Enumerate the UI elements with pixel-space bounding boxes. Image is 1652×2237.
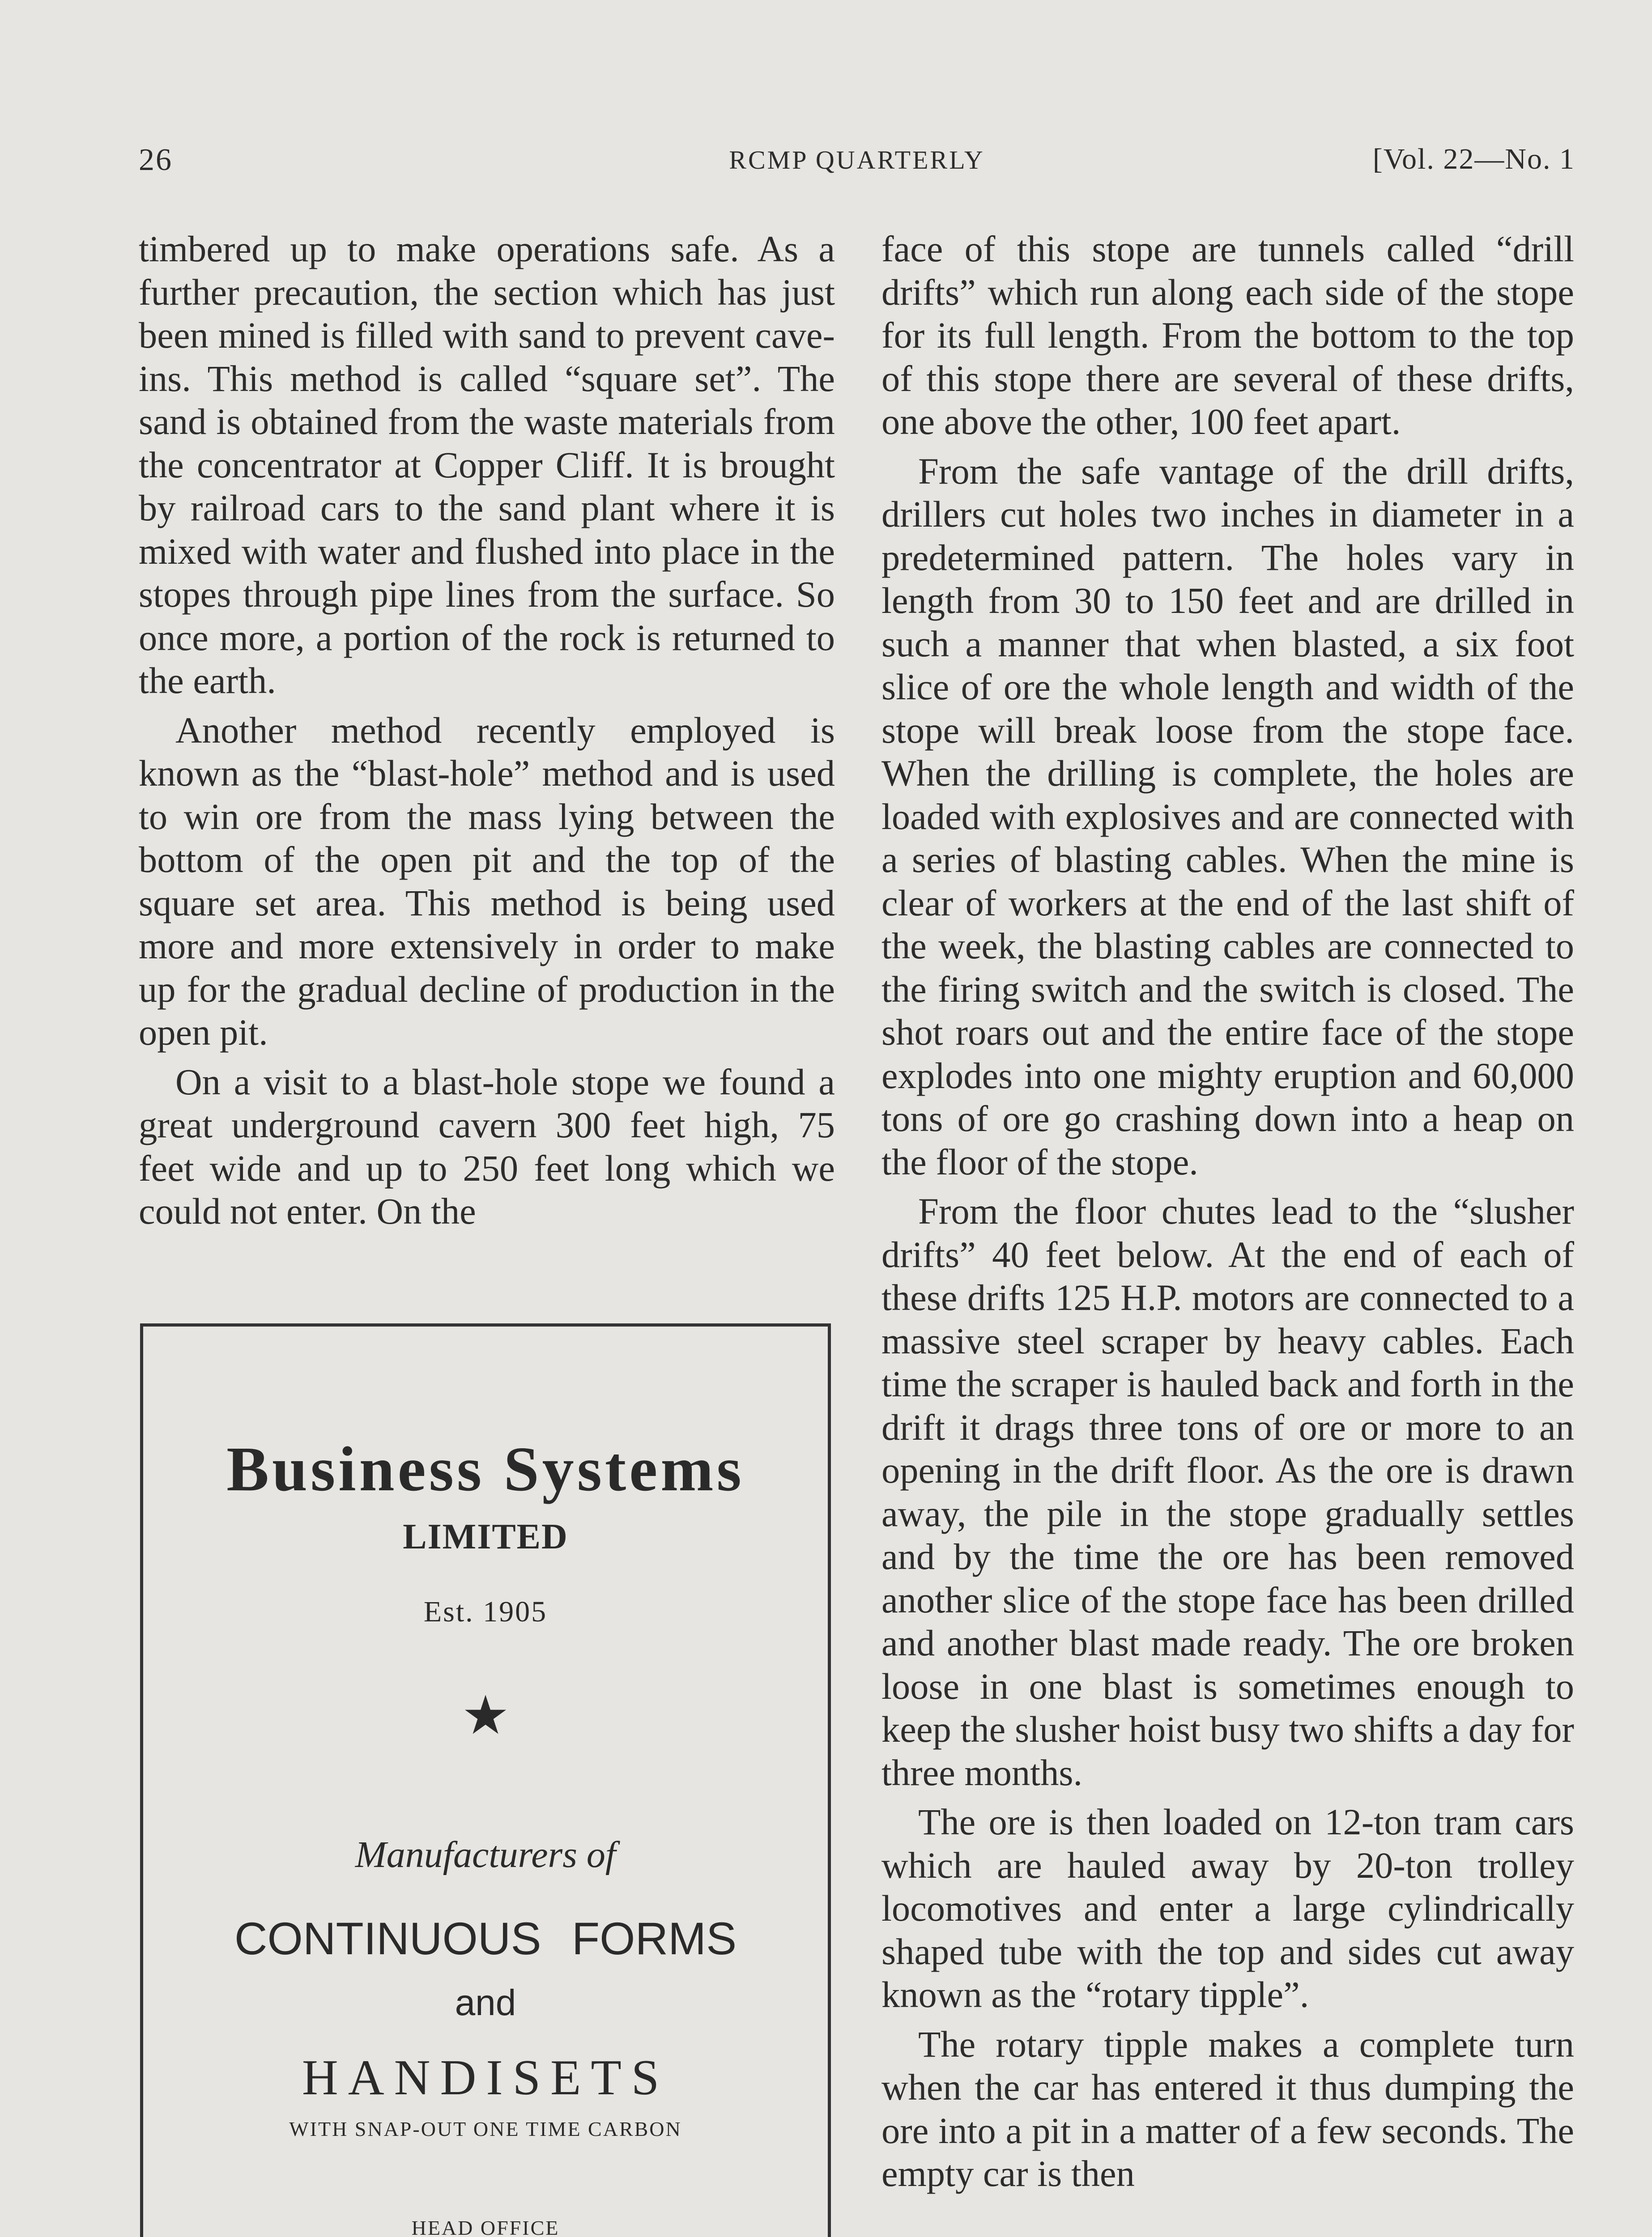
- volume-issue: [Vol. 22—No. 1: [1372, 143, 1575, 175]
- ad-and: and: [455, 1982, 516, 2023]
- paragraph: timbered up to make operations safe. As a further precaution, the section which has just been mined is filled with sand to prevent cave-ins. This method is called “square set”. The sand is obtained from the waste materials from the concentrator at Copper Cliff. It is brought by railroad cars to the sand plant where it is mixed with water and flushed into place in the stopes through pipe lines from the surface. So once more, a portion of the rock is returned to the earth.: [139, 228, 835, 701]
- running-header: [139, 142, 1575, 183]
- advertisement-box: [140, 1323, 831, 2237]
- paragraph: The ore is then loaded on 12-ton tram cars which are hauled away by 20-ton trolley locomotives and enter a large cylindrically shaped tube with the top and sides cut away known as the “rotary tipple”.: [881, 1801, 1574, 2015]
- right-column: [881, 227, 1574, 2202]
- ad-product-note: WITH SNAP-OUT ONE TIME CARBON: [289, 2118, 682, 2140]
- paragraph: From the safe vantage of the drill drifts, drillers cut holes two inches in diameter in a predetermined pattern. The holes vary in length from 30 to 150 feet and are drilled in such a manner that when blasted, a six foot slice of ore the whole length and width of the stope will break loose from the stope face. When the drilling is complete, the holes are loaded with explosives and are connected with a series of blasting cables. When the mine is clear of workers at the end of the last shift of the week, the blasting cables are connected to the firing switch and the switch is closed. The shot roars out and the entire face of the stope explodes into one mighty eruption and 60,000 tons of ore go crashing down into a heap on the floor of the stope.: [881, 450, 1574, 1182]
- paragraph: On a visit to a blast-hole stope we found a great underground cavern 300 feet high, 75 feet wide and up to 250 feet long which we could not enter. On the: [139, 1061, 835, 1232]
- paragraph: From the floor chutes lead to the “slusher drifts” 40 feet below. At the end of each of these drifts 125 H.P. motors are connected to a massive steel scraper by heavy cables. Each time the scraper is hauled back and forth in the drift it drags three tons of ore or more to an opening in the drift floor. As the ore is drawn away, the pile in the stope gradually settles and by the time the ore has been removed another slice of the stope face has been drilled and another blast made ready. The ore broken loose in one blast is sometimes enough to keep the slusher hoist busy two shifts a day for three months.: [881, 1191, 1574, 1793]
- left-column: [139, 227, 835, 1239]
- ad-product-continuous-forms: CONTINUOUS FORMS: [234, 1913, 737, 1964]
- paragraph: The rotary tipple makes a complete turn when the car has entered it thus dumping the ore into a pit in a matter of a few seconds. The empty car is then: [881, 2023, 1574, 2194]
- paragraph: Another method recently employed is known as the “blast-hole” method and is used to win ore from the mass lying between the bottom of the open pit and the top of the square set area. This method is being used more and more extensively in order to make up for the gradual decline of production in the open pit.: [139, 709, 835, 1053]
- journal-title: RCMP QUARTERLY: [729, 145, 985, 174]
- ad-limited: LIMITED: [403, 1517, 568, 1557]
- ad-established: Est. 1905: [423, 1595, 548, 1628]
- star-icon: ★: [461, 1686, 510, 1745]
- ad-manufacturers-of: Manufacturers of: [355, 1834, 616, 1876]
- page-number: 26: [139, 143, 173, 177]
- paragraph: face of this stope are tunnels called “drill drifts” which run along each side of the stope for its full length. From the bottom to the top of this stope there are several of these drifts, one above the other, 100 feet apart.: [881, 228, 1574, 442]
- ad-product-handisets: HANDISETS: [302, 2050, 669, 2105]
- ad-head-office-label: HEAD OFFICE: [411, 2216, 560, 2237]
- ad-company-name: Business Systems: [226, 1433, 745, 1504]
